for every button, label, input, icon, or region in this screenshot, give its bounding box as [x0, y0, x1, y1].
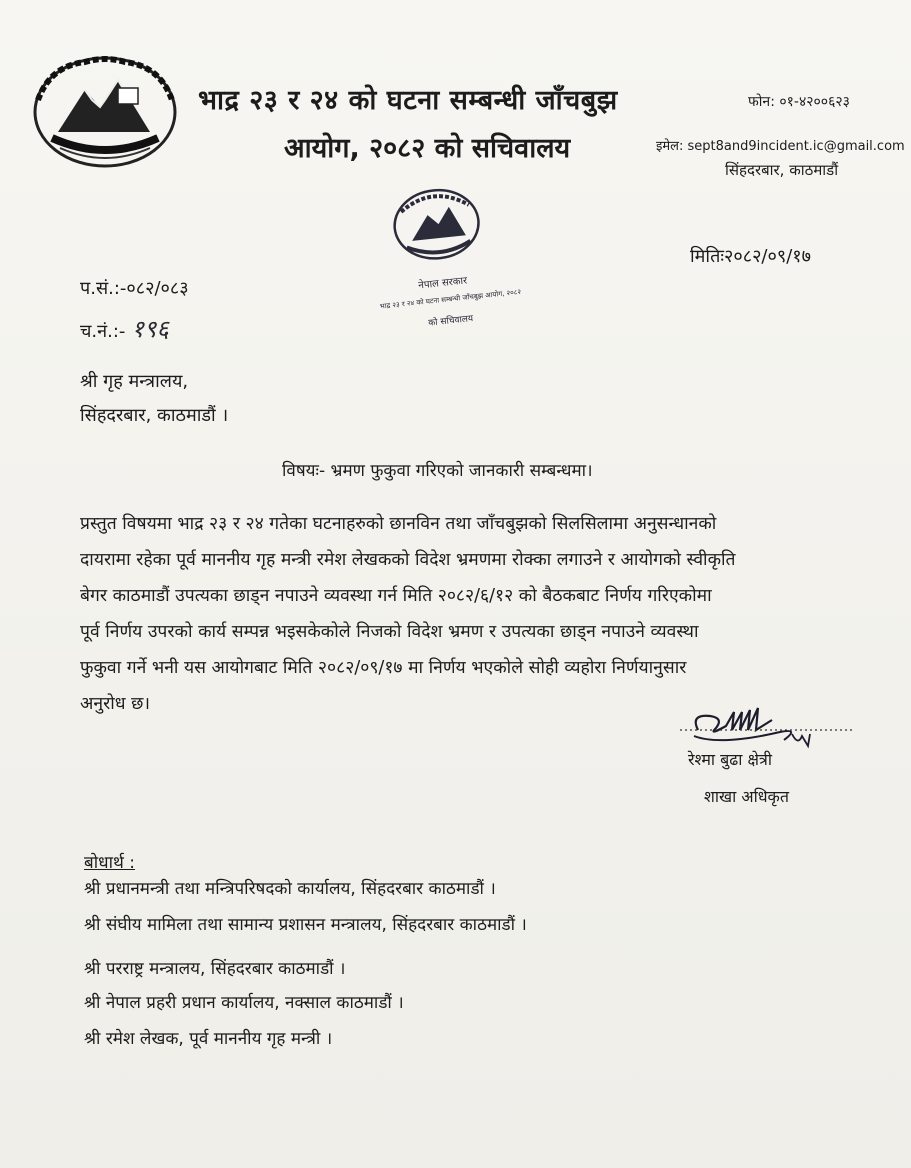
cc-item: श्री रमेश लेखक, पूर्व माननीय गृह मन्त्री ।: [84, 1029, 333, 1049]
header-phone: फोन: ०१-४२००६२३: [748, 94, 850, 110]
reference-ps: प.सं.:-०८२/०८३: [80, 278, 189, 299]
body-line: प्रस्तुत विषयमा भाद्र २३ र २४ गतेका घटनाहरुको छानविन तथा जाँचबुझको सिलसिलामा अनुसन्धानको: [80, 514, 717, 534]
cc-item: श्री प्रधानमन्त्री तथा मन्त्रिपरिषदको कार्यालय, सिंहदरबार काठमाडौं ।: [84, 879, 496, 899]
letter-subject: विषयः- भ्रमण फुकुवा गरिएको जानकारी सम्बन्धमा।: [282, 461, 593, 481]
header-address: सिंहदरबार, काठमाडौं: [725, 161, 839, 179]
reference-cn-value: १९६: [131, 315, 169, 343]
header-title-line2: आयोग, २०८२ को सचिवालय: [284, 133, 571, 164]
seal-text-top: नेपाल सरकार: [417, 275, 468, 292]
letter-date: मितिः२०८२/०९/१७: [690, 246, 811, 267]
seal-text-bottom: को सचिवालय: [427, 314, 474, 329]
reference-cn-label: च.नं.:-: [80, 321, 126, 342]
recipient-line1: श्री गृह मन्त्रालय,: [80, 371, 189, 392]
header-email: इमेल: sept8and9incident.ic@gmail.com: [656, 139, 905, 154]
cc-item: श्री संघीय मामिला तथा सामान्य प्रशासन मन्त्रालय, सिंहदरबार काठमाडौं ।: [84, 915, 527, 935]
cc-item: श्री नेपाल प्रहरी प्रधान कार्यालय, नक्साल काठमाडौं ।: [84, 993, 404, 1013]
body-line: फुकुवा गर्ने भनी यस आयोगबाट मिति २०८२/०९/१७ मा निर्णय भएकोले सोही व्यहोरा निर्णयानुसार: [80, 658, 687, 678]
body-line: बेगर काठमाडौं उपत्यका छाड्‍न नपाउने व्यवस्था गर्न मिति २०८२/६/१२ को बैठकबाट निर्णय गरिएकोमा: [80, 586, 712, 606]
office-seal-stamp: [356, 178, 526, 336]
nepal-emblem-logo: [30, 52, 180, 170]
cc-item: श्री परराष्ट्र मन्त्रालय, सिंहदरबार काठमाडौं ।: [84, 959, 346, 979]
body-line: अनुरोध छ।: [80, 694, 150, 714]
signatory-name: रेश्मा बुढा क्षेत्री: [688, 750, 772, 769]
seal-text-middle: भाद्र २३ र २४ को घटना सम्बन्धी जाँचबुझ आयोग, २०८२: [379, 287, 522, 311]
letter-body: [80, 506, 836, 722]
reference-cn: [80, 312, 169, 345]
recipient-line2: सिंहदरबार, काठमाडौं ।: [80, 405, 229, 426]
signatory-role: शाखा अधिकृत: [704, 787, 789, 806]
header-title-line1: भाद्र २३ र २४ को घटना सम्बन्धी जाँचबुझ: [198, 85, 618, 116]
body-line: दायरामा रहेका पूर्व माननीय गृह मन्त्री रमेश लेखकको विदेश भ्रमणमा रोक्‍का लगाउने र आयोगको स्वीकृति: [80, 550, 736, 570]
cc-heading: बोधार्थ :: [84, 853, 135, 873]
body-line: पूर्व निर्णय उपरको कार्य सम्पन्न भइसकेकोले निजको विदेश भ्रमण र उपत्यका छाड्‍न नपाउने व्यवस्था: [80, 622, 699, 642]
